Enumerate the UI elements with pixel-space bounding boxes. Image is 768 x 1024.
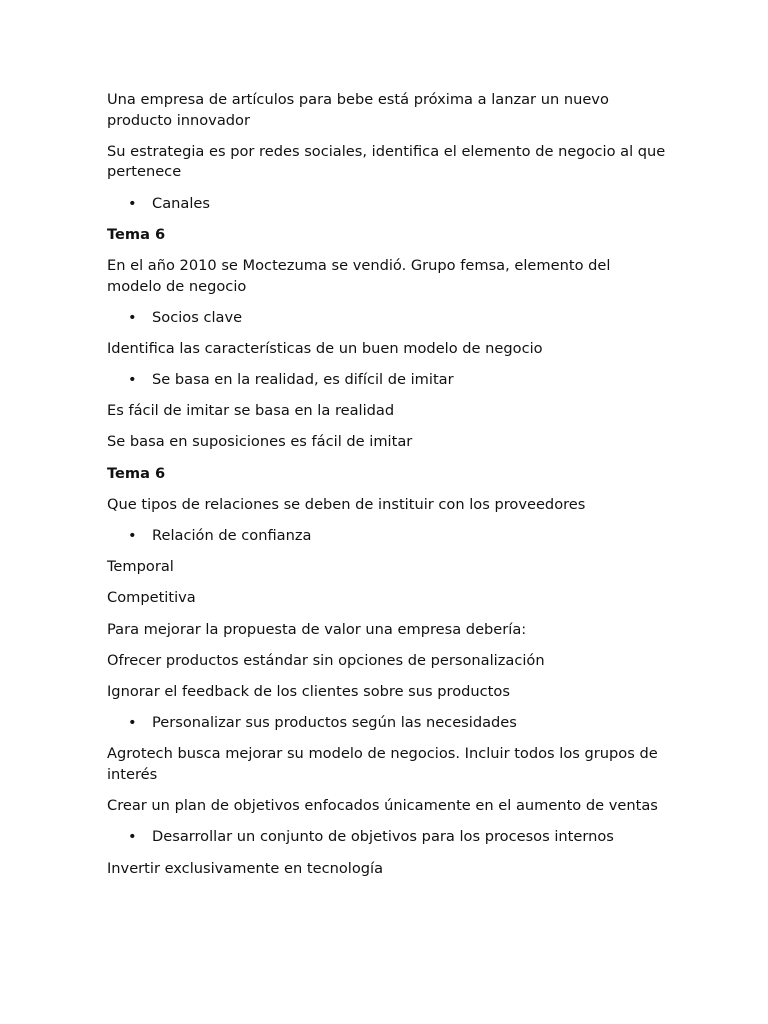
bullet-icon: • xyxy=(128,714,137,732)
bullet-item xyxy=(107,194,667,215)
bullet-text: Personalizar sus productos según las necesidades xyxy=(152,714,517,732)
paragraph: Crear un plan de objetivos enfocados únicamente en el aumento de ventas xyxy=(107,797,658,815)
section-heading: Tema 6 xyxy=(107,464,166,482)
paragraph: Competitiva xyxy=(107,589,196,607)
bullet-text: Relación de confianza xyxy=(152,527,312,545)
paragraph: Para mejorar la propuesta de valor una empresa debería: xyxy=(107,620,527,638)
bullet-icon: • xyxy=(128,371,137,389)
bullet-icon: • xyxy=(128,194,137,212)
paragraph: Se basa en suposiciones es fácil de imitar xyxy=(107,433,413,451)
bullet-text: Socios clave xyxy=(152,308,243,326)
bullet-item xyxy=(107,308,667,329)
paragraph: Una empresa de artículos para bebe está próxima a lanzar un nuevo producto innovador xyxy=(107,91,609,129)
bullet-icon: • xyxy=(128,527,137,545)
bullet-text: Se basa en la realidad, es difícil de imitar xyxy=(152,371,454,389)
paragraph: Identifica las características de un buen modelo de negocio xyxy=(107,339,543,357)
paragraph: Ignorar el feedback de los clientes sobre sus productos xyxy=(107,682,510,700)
bullet-item xyxy=(107,827,667,848)
paragraph: Ofrecer productos estándar sin opciones de personalización xyxy=(107,651,545,669)
bullet-text: Canales xyxy=(152,194,210,212)
document-page xyxy=(107,90,667,890)
bullet-item xyxy=(107,526,667,547)
paragraph: Su estrategia es por redes sociales, identifica el elemento de negocio al que pertenece xyxy=(107,142,666,181)
bullet-item xyxy=(107,713,667,734)
bullet-icon: • xyxy=(128,828,137,846)
paragraph: En el año 2010 se Moctezuma se vendió. Grupo femsa, elemento del modelo de negocio xyxy=(107,256,611,295)
bullet-item xyxy=(107,370,667,391)
bullet-text: Desarrollar un conjunto de objetivos para los procesos internos xyxy=(152,828,614,846)
paragraph: Temporal xyxy=(107,558,174,576)
paragraph: Agrotech busca mejorar su modelo de negocios. Incluir todos los grupos de interés xyxy=(107,745,658,783)
section-heading: Tema 6 xyxy=(107,225,166,243)
paragraph: Es fácil de imitar se basa en la realidad xyxy=(107,402,395,420)
bullet-icon: • xyxy=(128,308,137,326)
paragraph: Invertir exclusivamente en tecnología xyxy=(107,859,384,877)
paragraph: Que tipos de relaciones se deben de instituir con los proveedores xyxy=(107,495,586,513)
